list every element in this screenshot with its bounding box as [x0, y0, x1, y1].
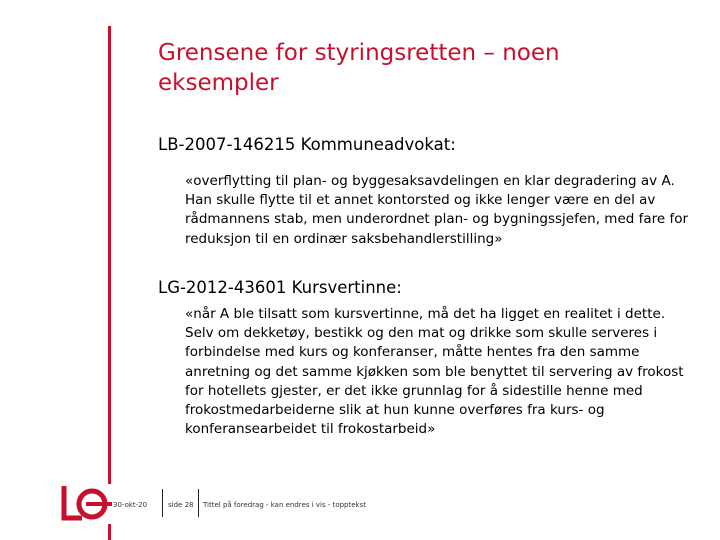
lo-logo-icon [60, 484, 112, 524]
case-heading-1: LB-2007-146215 Kommuneadvokat: [158, 135, 456, 154]
footer-divider [198, 489, 199, 517]
footer-divider [162, 489, 163, 517]
case-quote-1: «overflytting til plan- og byggesaksavdelingen en klar degradering av A. Han skulle flytte til et annet kontorsted og ikke lenger være en del av rådmannens stab, men underordnet plan- og bygningssjefen, med fare for reduksjon til en ordinær saksbehandlerstilling» [185, 173, 689, 247]
accent-bar [108, 26, 111, 540]
footer-date: 30-okt-20 [113, 501, 148, 509]
footer-title: Tittel på foredrag - kan endres i vis - topptekst [203, 501, 366, 509]
case-quote-2: «når A ble tilsatt som kursvertinne, må det ha ligget en realitet i dette. Selv om dekketøy, bestikk og den mat og drikke som skulle serveres i forbindelse med kurs og konferanser, måtte hentes fra den samme anretning og det samme kjøkken som ble benyttet til servering av frokost for hotellets gjester, er det ikke grunnlag for å sidestille henne med frokostmedarbeiderne slik at hun kunne overføres fra kurs- og konferansearbeidet til frokostarbeid» [185, 306, 684, 438]
slide-title: Grensene for styringsretten – noen eksempler [158, 40, 560, 96]
case-heading-2: LG-2012-43601 Kursvertinne: [158, 278, 402, 297]
footer-page-number: side 28 [168, 501, 194, 509]
